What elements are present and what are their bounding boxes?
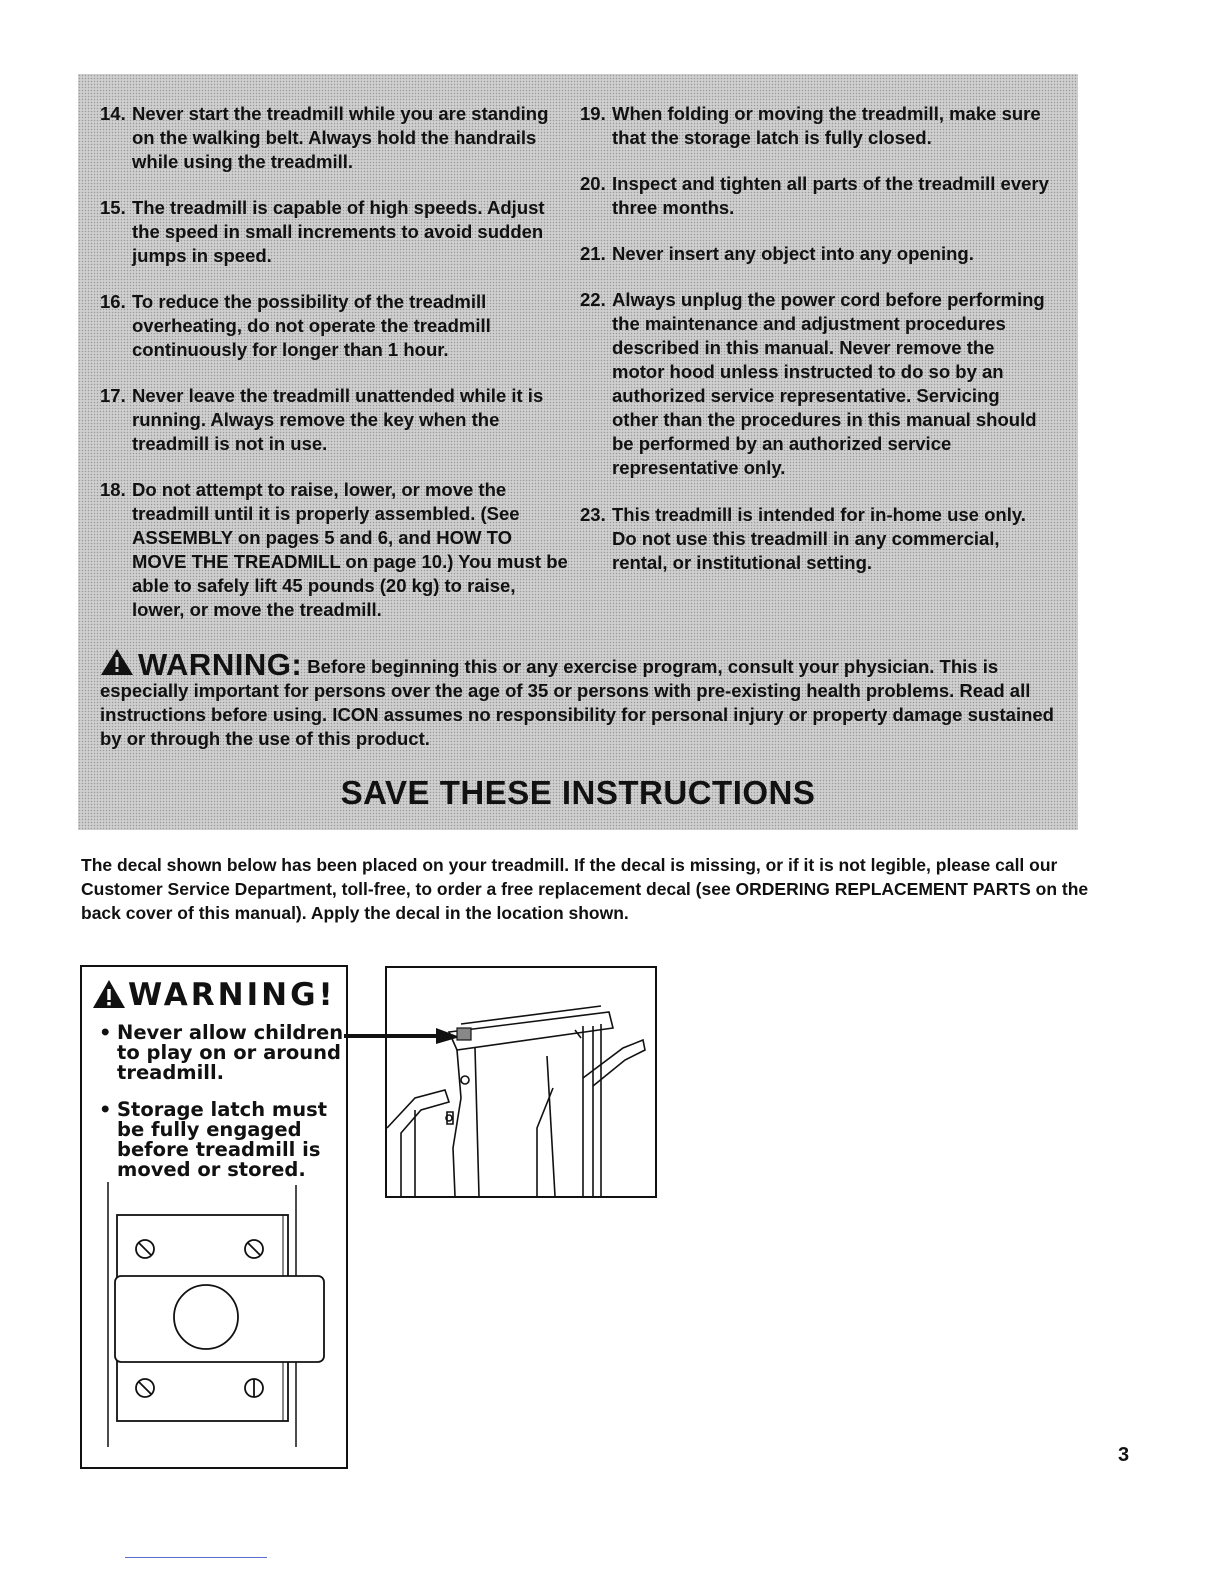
footer-rule bbox=[125, 1557, 267, 1558]
treadmill-image bbox=[387, 968, 655, 1196]
storage-latch-diagram bbox=[82, 967, 346, 1467]
safety-item bbox=[100, 384, 570, 456]
item-number: 16. bbox=[100, 291, 126, 312]
item-text: This treadmill is intended for in-home use only. Do not use this treadmill in any commercial, rental, or institutional setting. bbox=[612, 504, 1026, 573]
safety-item bbox=[100, 196, 570, 268]
item-text: Do not attempt to raise, lower, or move the treadmill until it is properly assembled. (See ASSEMBLY on pages 5 and 6, and HOW TO MOVE THE TREADMILL on page 10.) You must be able to safely lift 45 pounds (20 kg) to raise, lower, or move the treadmill. bbox=[132, 479, 568, 620]
safety-item bbox=[580, 288, 1050, 480]
item-text: The treadmill is capable of high speeds. Adjust the speed in small increments to avoid sudden jumps in speed. bbox=[132, 197, 545, 266]
decal-bullet-text: Storage latch must be fully engaged before treadmill is moved or stored. bbox=[117, 1098, 328, 1181]
list-item: • Storage latch must be fully engaged before treadmill is moved or stored. bbox=[99, 1100, 349, 1180]
item-text: Inspect and tighten all parts of the treadmill every three months. bbox=[612, 173, 1049, 218]
warning-label: WARNING: bbox=[138, 647, 303, 682]
general-warning bbox=[100, 648, 1060, 751]
list-item: • Never allow children to play on or around treadmill. bbox=[99, 1023, 349, 1083]
item-text: Always unplug the power cord before performing the maintenance and adjustment procedures described in this manual. Never remove the motor hood unless instructed to do so by an authorized service representative. Servicing other than the procedures in this manual should be performed by an authorized service representative only. bbox=[612, 289, 1045, 478]
treadmill-illustration bbox=[385, 966, 657, 1198]
item-text: To reduce the possibility of the treadmill overheating, do not operate the treadmill continuously for longer than 1 hour. bbox=[132, 291, 491, 360]
item-number: 17. bbox=[100, 385, 126, 406]
item-number: 14. bbox=[100, 103, 126, 124]
safety-item bbox=[580, 503, 1050, 575]
warning-decal bbox=[80, 965, 348, 1469]
safety-item bbox=[100, 290, 570, 362]
decal-note: The decal shown below has been placed on your treadmill. If the decal is missing, or if it is not legible, please call our Customer Service Department, toll-free, to order a free replacement decal (see ORDERING REPLACEMENT PARTS on the back cover of this manual). Apply the decal in the location shown. bbox=[81, 855, 1089, 923]
safety-list-right bbox=[580, 102, 1050, 575]
decal-heading-text: WARNING! bbox=[128, 977, 336, 1013]
item-number: 19. bbox=[580, 103, 606, 124]
safety-list-left bbox=[100, 102, 570, 622]
warning-triangle-icon bbox=[100, 648, 134, 676]
item-text: Never insert any object into any opening. bbox=[612, 243, 974, 264]
safety-item bbox=[580, 172, 1050, 220]
safety-item bbox=[580, 242, 1050, 266]
item-text: Never start the treadmill while you are standing on the walking belt. Always hold the handrails while using the treadmill. bbox=[132, 103, 549, 172]
item-number: 22. bbox=[580, 289, 606, 310]
safety-item bbox=[580, 102, 1050, 150]
warning-text: Before beginning this or any exercise program, consult your physician. This is especially important for persons over the age of 35 or persons with pre-existing health problems. Read all instructions before using. ICON assumes no responsibility for personal injury or property damage sustained by or through the use of this product. bbox=[100, 656, 1054, 749]
item-text: Never leave the treadmill unattended while it is running. Always remove the key when the treadmill is not in use. bbox=[132, 385, 544, 454]
item-number: 23. bbox=[580, 504, 606, 525]
decal-bullet-text: Never allow children to play on or around treadmill. bbox=[117, 1021, 344, 1084]
item-number: 15. bbox=[100, 197, 126, 218]
item-number: 20. bbox=[580, 173, 606, 194]
page-number: 3 bbox=[1118, 1444, 1130, 1466]
safety-item bbox=[100, 478, 570, 622]
item-number: 18. bbox=[100, 479, 126, 500]
item-text: When folding or moving the treadmill, make sure that the storage latch is fully closed. bbox=[612, 103, 1041, 148]
item-number: 21. bbox=[580, 243, 606, 264]
save-instructions-title: SAVE THESE INSTRUCTIONS bbox=[340, 774, 816, 811]
safety-item bbox=[100, 102, 570, 174]
